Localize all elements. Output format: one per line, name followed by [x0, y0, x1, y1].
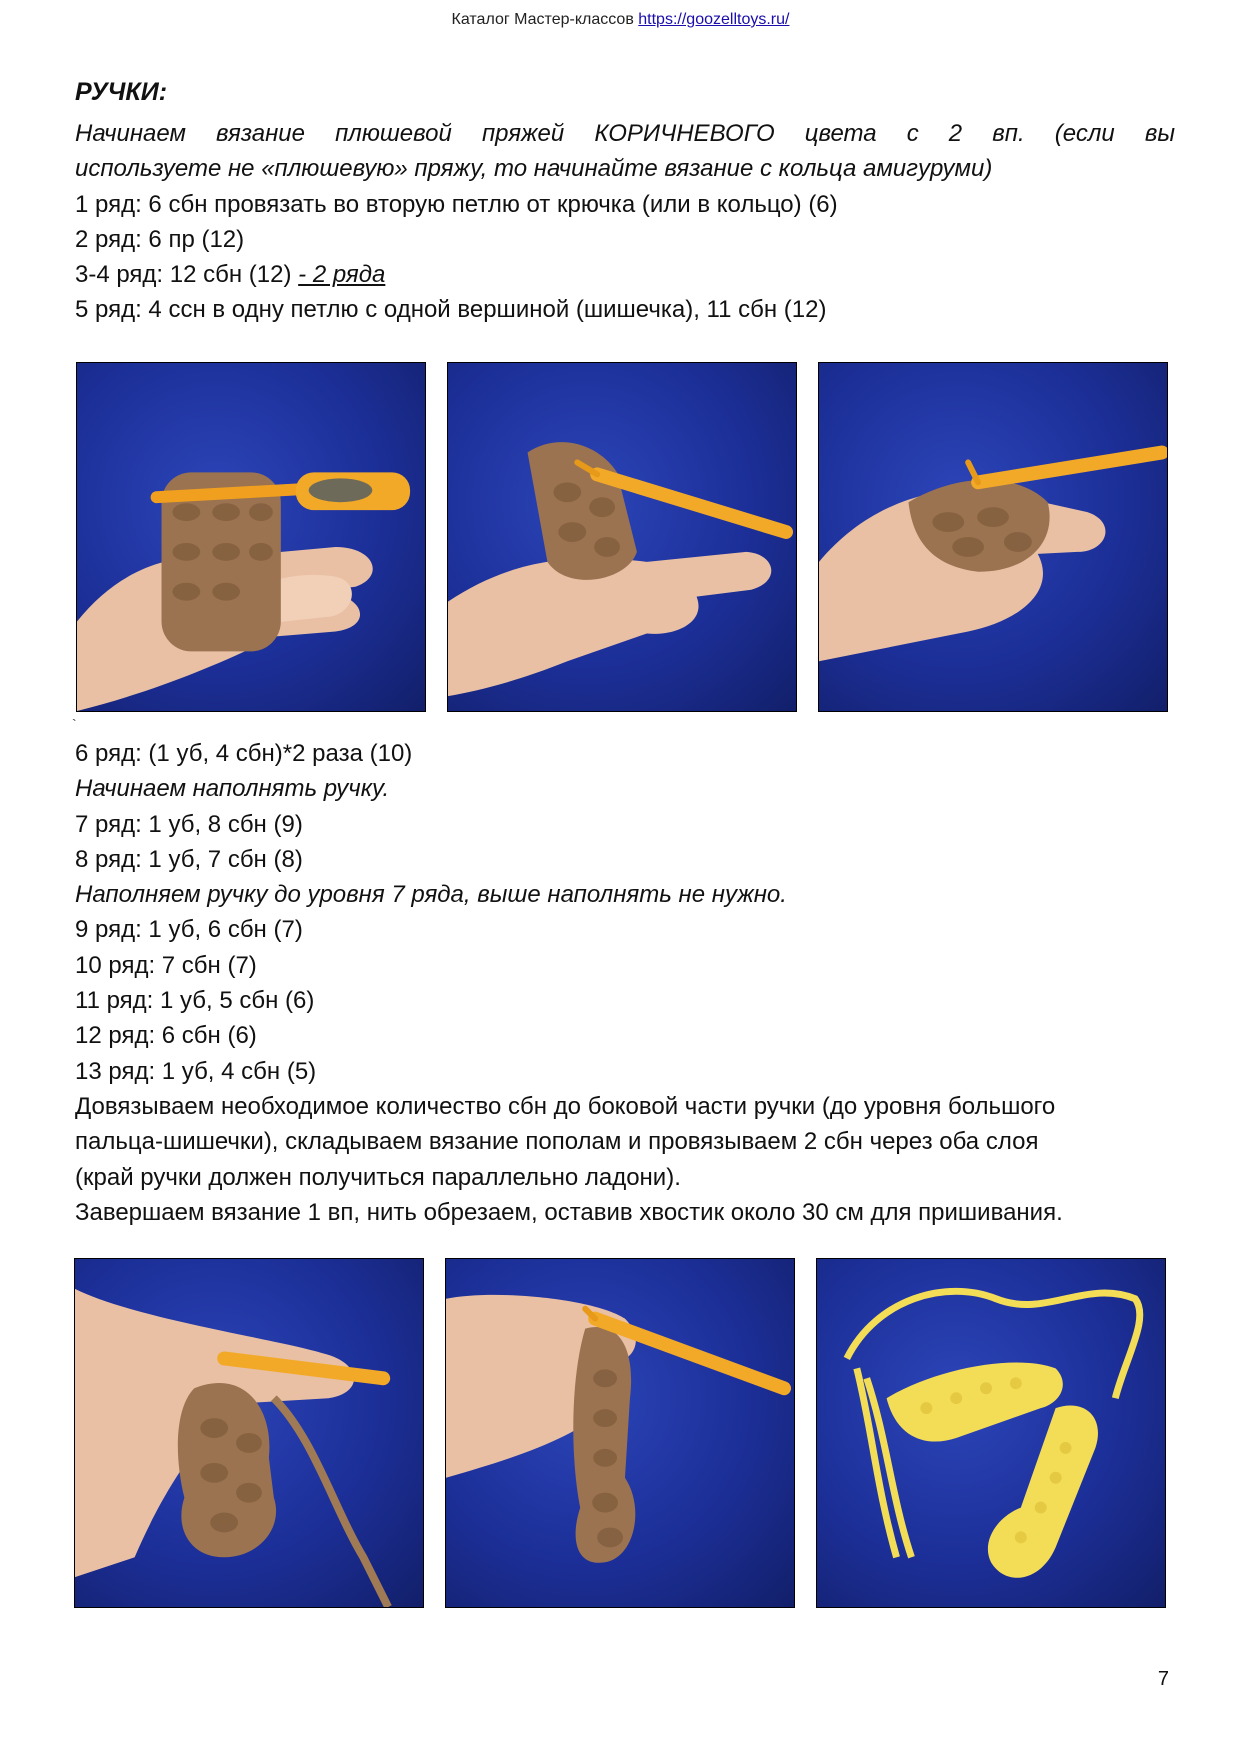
header-text: Каталог Мастер-классов [451, 11, 639, 28]
row-3-4-text: 3-4 ряд: 12 сбн (12) [75, 261, 299, 289]
row-1: 1 ряд: 6 сбн провязать во вторую петлю от крючка (или в кольцо) (6) [75, 190, 838, 218]
photo-step-4-illustration [75, 1259, 423, 1607]
section-title: РУЧКИ: [75, 78, 168, 106]
row-2: 2 ряд: 6 пр (12) [75, 225, 245, 253]
photo-step-3-illustration [819, 363, 1167, 711]
row-5: 5 ряд: 4 ссн в одну петлю с одной вершиной (шишечка), 11 сбн (12) [75, 296, 827, 324]
row-3-4 [75, 257, 1175, 292]
page-header [0, 11, 1241, 29]
photo-step-5 [445, 1258, 795, 1608]
intro-line-2: используете не «плюшевую» пряжу, то начинайте вязание с кольца амигуруми) [75, 155, 993, 183]
note-start-filling: Начинаем наполнять ручку. [75, 775, 390, 803]
stray-mark: ` [72, 716, 77, 732]
photo-step-2-illustration [448, 363, 796, 711]
photo-step-1 [76, 362, 426, 712]
instructions-part-1 [75, 116, 1175, 328]
photo-step-3 [818, 362, 1168, 712]
row-13: 13 ряд: 1 уб, 4 сбн (5) [75, 1057, 317, 1085]
photo-step-6-illustration [817, 1259, 1165, 1607]
finish-line-4: Завершаем вязание 1 вп, нить обрезаем, оставив хвостик около 30 см для пришивания. [75, 1198, 1063, 1226]
finish-line-2: пальца-шишечки), складываем вязание пополам и провязываем 2 сбн через оба слоя [75, 1128, 1039, 1156]
row-3-4-note: - 2 ряда [298, 261, 386, 289]
photo-step-6 [816, 1258, 1166, 1608]
page-number: 7 [1157, 1668, 1169, 1690]
intro-line-1: Начинаем вязание плюшевой пряжей КОРИЧНЕВОГО цвета с 2 вп. (если вы [75, 120, 1175, 147]
row-7: 7 ряд: 1 уб, 8 сбн (9) [75, 810, 303, 838]
note-filling-level: Наполняем ручку до уровня 7 ряда, выше наполнять не нужно. [75, 881, 787, 909]
row-12: 12 ряд: 6 сбн (6) [75, 1022, 257, 1050]
photo-step-1-illustration [77, 363, 425, 711]
row-11: 11 ряд: 1 уб, 5 сбн (6) [75, 987, 315, 1015]
row-6: 6 ряд: (1 уб, 4 сбн)*2 раза (10) [75, 740, 413, 767]
photo-step-2 [447, 362, 797, 712]
photo-step-5-illustration [446, 1259, 794, 1607]
finish-line-3: (край ручки должен получиться параллельно ладони). [75, 1163, 681, 1191]
finish-line-1: Довязываем необходимое количество сбн до боковой части ручки (до уровня большого [75, 1092, 1056, 1120]
row-10: 10 ряд: 7 сбн (7) [75, 951, 257, 979]
row-8: 8 ряд: 1 уб, 7 сбн (8) [75, 845, 303, 873]
photo-step-4 [74, 1258, 424, 1608]
row-9: 9 ряд: 1 уб, 6 сбн (7) [75, 916, 303, 944]
instructions-part-2 [75, 736, 1175, 1230]
website-link[interactable]: https://goozelltoys.ru/ [638, 11, 790, 28]
